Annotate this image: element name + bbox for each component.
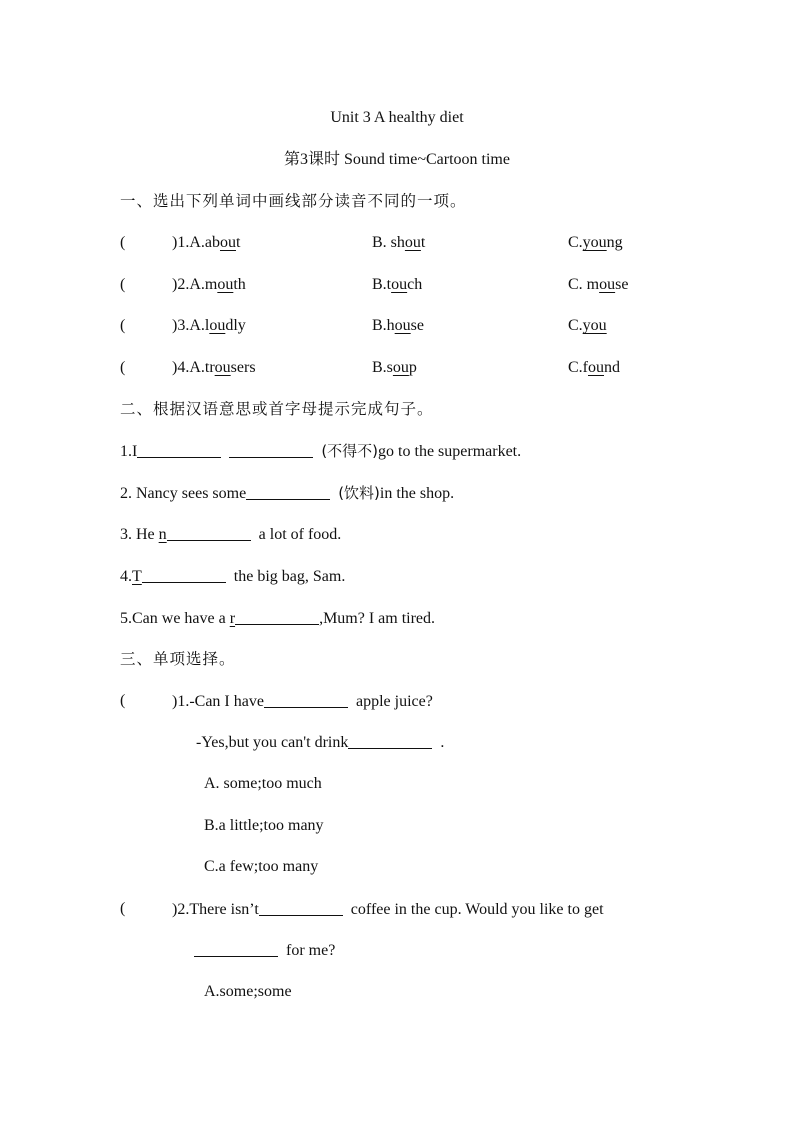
answer-blank[interactable] xyxy=(246,483,330,500)
answer-paren: ( xyxy=(120,900,126,917)
answer-paren: ( xyxy=(120,234,126,251)
option-a-pre: A.ab xyxy=(189,234,220,251)
option-a[interactable]: A.some;some xyxy=(204,983,292,1000)
option-a-underlined: ou xyxy=(209,317,226,334)
sentence-1: 1.I (不得不)go to the supermarket. xyxy=(120,442,522,460)
sentence-4: 4.T the big bag, Sam. xyxy=(120,568,346,585)
option-a[interactable]: A. some;too much xyxy=(204,775,322,792)
option-c-post: se xyxy=(615,276,629,293)
item-number: )1. xyxy=(172,234,190,251)
option-c-underlined: ou xyxy=(599,276,616,293)
option-b-post: se xyxy=(410,317,424,334)
option-b-underlined: ou xyxy=(392,359,409,376)
initial-letter: r xyxy=(229,610,236,627)
option-b-post: t xyxy=(420,234,426,251)
option-b-underlined: ou xyxy=(394,317,411,334)
option-c-underlined: you xyxy=(582,317,607,334)
option-c-post: nd xyxy=(604,359,620,376)
option-b-pre: B. sh xyxy=(372,234,405,251)
answer-blank[interactable] xyxy=(194,940,278,957)
item-number: )4. xyxy=(172,359,190,376)
option-b[interactable]: B.a little;too many xyxy=(204,817,324,834)
option-a-post: th xyxy=(233,276,246,293)
page-subtitle: 第3课时 Sound time~Cartoon time xyxy=(284,151,510,168)
option-a-pre: A.tr xyxy=(189,359,215,376)
answer-blank[interactable] xyxy=(259,899,343,916)
answer-paren: ( xyxy=(120,359,126,376)
option-c-pre: C. xyxy=(568,317,583,334)
sentence-2: 2. Nancy sees some (饮料)in the shop. xyxy=(120,484,455,502)
chinese-hint: (饮料) xyxy=(338,484,380,502)
sentence-3: 3. He n a lot of food. xyxy=(120,526,342,543)
question-text: )1.-Can I have xyxy=(172,693,264,710)
option-a-post: t xyxy=(235,234,241,251)
option-a-post: sers xyxy=(230,359,256,376)
initial-letter: n xyxy=(158,526,167,543)
answer-paren: ( xyxy=(120,276,126,293)
option-b-pre: B.h xyxy=(372,317,395,334)
section3-heading: 三、单项选择。 xyxy=(120,650,236,668)
answer-blank[interactable] xyxy=(167,524,251,541)
option-b-post: p xyxy=(408,359,417,376)
question-text: )2.There isn’t xyxy=(172,901,259,918)
chinese-hint: (不得不) xyxy=(321,442,379,460)
option-c-post: ng xyxy=(606,234,623,251)
option-a-underlined: ou xyxy=(217,276,234,293)
option-b-underlined: ou xyxy=(391,276,408,293)
answer-blank[interactable] xyxy=(348,732,432,749)
option-c[interactable]: C.a few;too many xyxy=(204,858,319,875)
option-c-pre: C. m xyxy=(568,276,600,293)
item-number: )3. xyxy=(172,317,190,334)
option-b-pre: B.s xyxy=(372,359,393,376)
option-c-pre: C. xyxy=(568,234,583,251)
option-a-underlined: ou xyxy=(214,359,231,376)
answer-blank[interactable] xyxy=(142,566,226,583)
option-b-pre: B.t xyxy=(372,276,392,293)
initial-letter: T xyxy=(132,568,142,585)
answer-paren: ( xyxy=(120,317,126,334)
option-c-underlined: you xyxy=(582,234,607,251)
answer-blank[interactable] xyxy=(264,691,348,708)
answer-paren: ( xyxy=(120,692,126,709)
option-b-post: ch xyxy=(407,276,423,293)
option-a-pre: A.m xyxy=(189,276,218,293)
page-title: Unit 3 A healthy diet xyxy=(330,109,464,126)
option-a-underlined: ou xyxy=(219,234,236,251)
option-a-post: dly xyxy=(225,317,246,334)
sentence-5: 5.Can we have a r ,Mum? I am tired. xyxy=(120,610,436,627)
section1-heading: 一、选出下列单词中画线部分读音不同的一项。 xyxy=(120,192,467,210)
option-c-pre: C.f xyxy=(568,359,588,376)
response-text: -Yes,but you can't drink xyxy=(196,734,349,751)
item-number: )2. xyxy=(172,276,190,293)
answer-blank[interactable] xyxy=(229,441,313,458)
answer-blank[interactable] xyxy=(235,608,319,625)
answer-blank[interactable] xyxy=(137,441,221,458)
option-a-pre: A.l xyxy=(189,317,210,334)
option-b-underlined: ou xyxy=(404,234,421,251)
option-c-underlined: ou xyxy=(588,359,604,376)
section2-heading: 二、根据汉语意思或首字母提示完成句子。 xyxy=(120,400,434,418)
